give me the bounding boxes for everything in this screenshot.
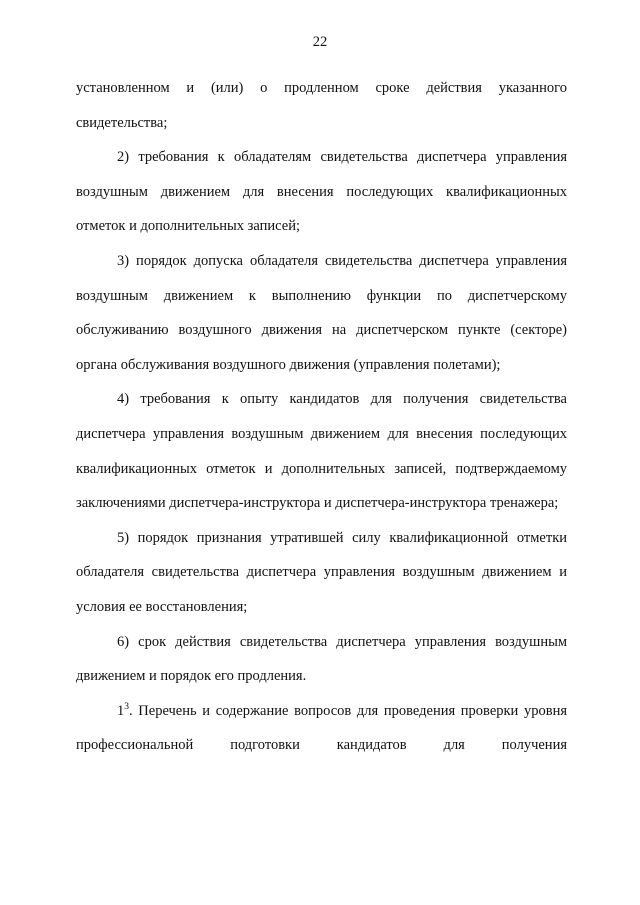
section-paragraph (76, 694, 567, 763)
list-item-6: 6) срок действия свидетельства диспетчера управления воздушным движением и порядок его продления. (76, 633, 567, 685)
list-item-3: 3) порядок допуска обладателя свидетельства диспетчера управления воздушным движением к выполнению функции по диспетчерскому обслуживанию воздушного движения на диспетчерском пункте (секторе) органа обслуживания воздушного движения (управления полетами); (76, 252, 567, 373)
page-number: 22 (312, 34, 328, 50)
list-item-2: 2) требования к обладателям свидетельства диспетчера управления воздушным движением для внесения последующих квалификационных отметок и дополнительных записей; (76, 149, 567, 235)
section-text: . Перечень и содержание вопросов для проведения проверки уровня профессиональной подготовки кандидатов для получения (76, 702, 567, 754)
continuation-line-2: свидетельства; (76, 114, 168, 131)
continuation-line-1: установленном и (или) о продленном сроке действия указанного (76, 80, 567, 96)
section-number: 1 (117, 702, 125, 719)
section-superscript: 3 (124, 701, 129, 712)
list-item-4: 4) требования к опыту кандидатов для получения свидетельства диспетчера управления воздушным движением для внесения последующих квалификационных отметок и дополнительных записей, подтверждаемому заключениями диспетчера-инструктора и диспетчера-инструктора тренажера; (76, 391, 567, 512)
list-item-5: 5) порядок признания утратившей силу квалификационной отметки обладателя свидетельства диспетчера управления воздушным движением и условия ее восстановления; (76, 529, 567, 615)
document-body (76, 71, 567, 763)
